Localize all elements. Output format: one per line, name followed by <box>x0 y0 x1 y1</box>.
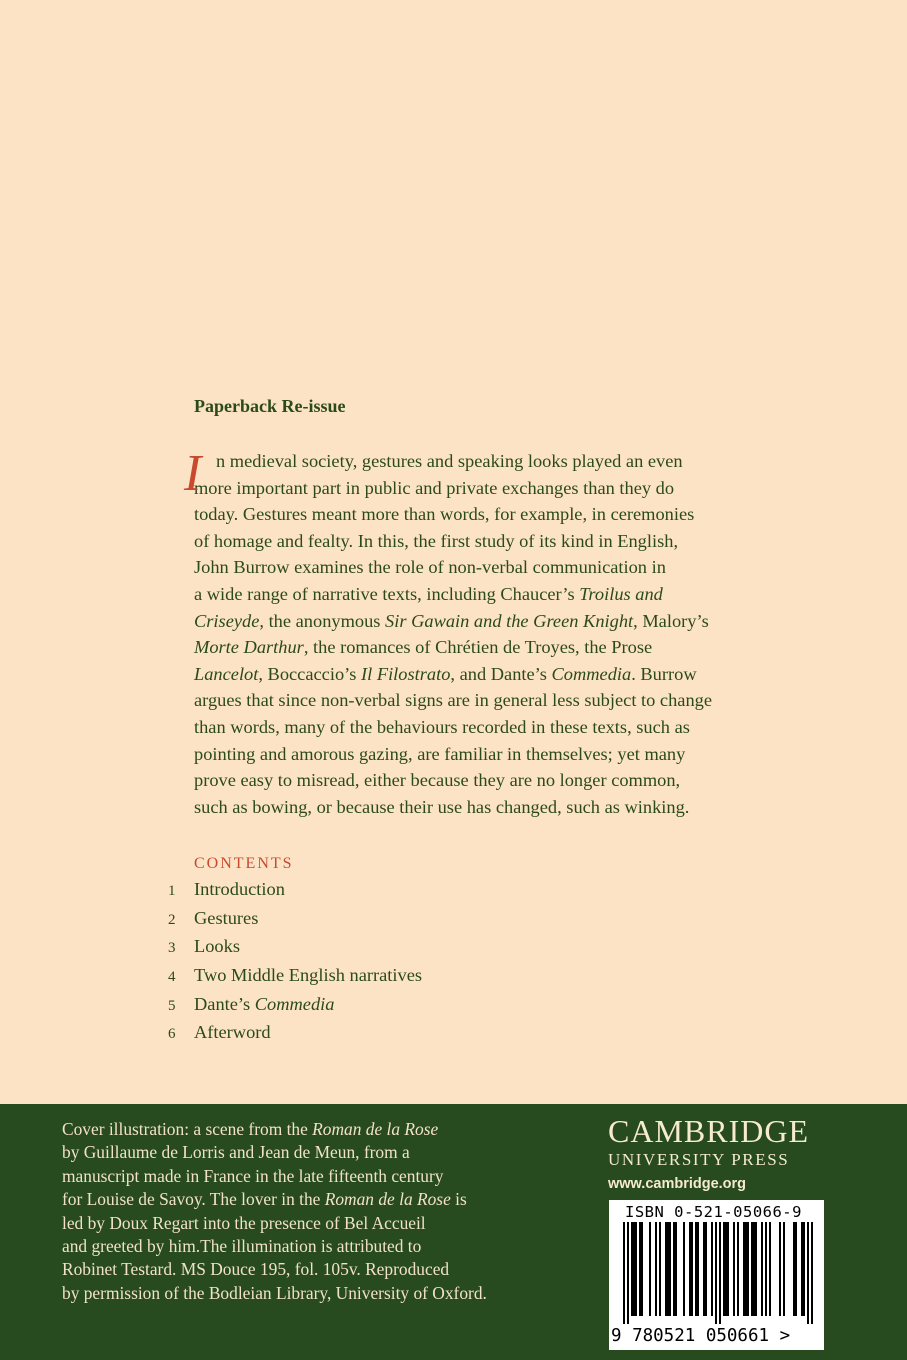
toc-number: 2 <box>168 911 176 928</box>
barcode-bar <box>765 1222 767 1316</box>
barcode-bar <box>751 1222 753 1316</box>
text-line <box>194 794 754 821</box>
italic-title: Roman de la Rose <box>324 1189 451 1210</box>
text-span: of homage and fealty. In this, the first study of its kind in English, <box>194 530 679 551</box>
text-span: . Burrow <box>631 663 697 684</box>
text-line <box>194 714 754 741</box>
barcode-bars <box>617 1222 817 1324</box>
text-line <box>62 1258 522 1281</box>
barcode-bar <box>689 1222 691 1316</box>
barcode-bar <box>675 1222 677 1316</box>
text-span: for Louise de Savoy. The lover in the <box>62 1189 325 1210</box>
barcode-box <box>609 1200 824 1350</box>
toc-number: 4 <box>168 969 176 986</box>
italic-title: Roman de la Rose <box>312 1119 439 1139</box>
toc-title-text: Two Middle English narratives <box>194 965 423 986</box>
text-span: by permission of the Bodleian Library, University of Oxford. <box>62 1282 487 1303</box>
barcode-bar <box>667 1222 669 1316</box>
toc-item <box>168 994 422 1023</box>
text-span: , the anonymous <box>259 610 386 631</box>
text-span: manuscript made in France in the late fifteenth century <box>62 1165 444 1186</box>
barcode-bar <box>779 1222 781 1316</box>
barcode-bar <box>635 1222 637 1316</box>
barcode-bar <box>691 1222 693 1316</box>
toc-title-text: Dante’s <box>194 993 255 1014</box>
toc-title <box>194 879 285 900</box>
text-span: prove easy to misread, either because they are no longer common, <box>194 770 681 791</box>
barcode-bar <box>761 1222 763 1316</box>
barcode-bar <box>649 1222 651 1316</box>
barcode-bar <box>733 1222 735 1316</box>
text-line <box>62 1165 522 1188</box>
text-line <box>62 1118 522 1141</box>
toc-title-text: Afterword <box>194 1022 271 1043</box>
text-line <box>194 528 754 555</box>
toc-title <box>194 936 240 957</box>
text-span: , Malory’s <box>633 610 709 631</box>
barcode-bar <box>633 1222 635 1316</box>
text-span: today. Gestures meant more than words, for example, in ceremonies <box>194 504 695 525</box>
publisher-url: www.cambridge.org <box>608 1176 747 1192</box>
table-of-contents <box>168 879 422 1051</box>
italic-title: Criseyde <box>194 610 260 631</box>
text-line <box>194 767 754 794</box>
toc-title <box>194 908 258 929</box>
toc-title <box>194 994 334 1015</box>
text-line <box>194 608 754 635</box>
text-span: more important part in public and private exchanges than they do <box>194 477 675 498</box>
text-span: is <box>450 1189 467 1210</box>
drop-cap: I <box>184 445 202 502</box>
text-line <box>62 1212 522 1235</box>
text-line <box>194 475 754 502</box>
toc-number: 5 <box>168 997 176 1014</box>
toc-title-text: Introduction <box>194 879 285 899</box>
text-line <box>194 741 754 768</box>
text-span: and greeted by him.The illumination is attributed to <box>62 1236 422 1257</box>
toc-title <box>194 965 422 986</box>
text-line <box>62 1282 522 1305</box>
toc-title-text: Looks <box>194 936 240 957</box>
barcode-bar <box>801 1222 803 1316</box>
barcode-bar <box>793 1222 795 1316</box>
text-line <box>194 634 754 661</box>
text-span: by Guillaume de Lorris and Jean de Meun, from a <box>62 1142 410 1163</box>
barcode-bar <box>641 1222 643 1316</box>
text-span: n medieval society, gestures and speaking looks played an even <box>216 451 683 471</box>
footer-band <box>0 1104 907 1360</box>
text-span: led by Doux Regart into the presence of Bel Accueil <box>62 1212 426 1233</box>
italic-title: Lancelot <box>194 663 259 684</box>
toc-title-text: Gestures <box>194 907 259 928</box>
barcode-bar <box>631 1222 633 1316</box>
barcode-bar <box>665 1222 667 1316</box>
toc-item <box>168 936 422 965</box>
section-heading: Paperback Re-issue <box>194 396 346 416</box>
barcode-bar <box>727 1222 729 1316</box>
toc-item <box>168 1022 422 1051</box>
text-span: pointing and amorous gazing, are familiar in themselves; yet many <box>194 743 686 764</box>
contents-title: CONTENTS <box>194 855 294 872</box>
barcode-bar <box>659 1222 661 1316</box>
toc-title <box>194 1022 271 1043</box>
text-span: , and Dante’s <box>450 663 552 684</box>
text-line <box>194 501 754 528</box>
barcode-bar <box>811 1222 813 1324</box>
barcode-bar <box>627 1222 629 1324</box>
barcode-bar <box>753 1222 755 1316</box>
italic-title: Il Filostrato <box>361 663 451 684</box>
barcode-bar <box>711 1222 713 1316</box>
italic-title: Commedia <box>551 663 632 684</box>
barcode-bar <box>747 1222 749 1316</box>
barcode-bar <box>703 1222 705 1316</box>
toc-title-italic: Commedia <box>254 993 335 1014</box>
toc-item <box>168 908 422 937</box>
text-span: , Boccaccio’s <box>258 663 361 684</box>
text-line <box>194 554 754 581</box>
text-span: a wide range of narrative texts, including Chaucer’s <box>194 583 580 604</box>
barcode-bar <box>755 1222 757 1316</box>
barcode-bar <box>719 1222 721 1324</box>
text-span: John Burrow examines the role of non-verbal communication in <box>194 557 666 578</box>
isbn-label: ISBN 0-521-05066-9 <box>625 1203 802 1221</box>
barcode-bar <box>639 1222 641 1316</box>
text-line <box>194 687 754 714</box>
barcode-bar <box>669 1222 671 1316</box>
barcode-digits: 9 780521 050661 > <box>611 1326 791 1346</box>
barcode-bar <box>673 1222 675 1316</box>
barcode-bar <box>743 1222 745 1316</box>
text-line <box>62 1188 522 1211</box>
text-span: , the romances of Chrétien de Troyes, the Prose <box>303 637 653 658</box>
barcode-bar <box>725 1222 727 1316</box>
text-line <box>194 581 754 608</box>
barcode-bar <box>795 1222 797 1316</box>
cover-illustration-credit <box>62 1118 522 1305</box>
barcode-bar <box>807 1222 809 1324</box>
publisher-name: CAMBRIDGE <box>608 1113 810 1149</box>
text-span: such as bowing, or because their use has changed, such as winking. <box>194 796 690 817</box>
text-span: argues that since non-verbal signs are in general less subject to change <box>194 690 712 711</box>
toc-number: 6 <box>168 1026 176 1043</box>
toc-item <box>168 965 422 994</box>
publisher-subtitle: UNIVERSITY PRESS <box>608 1150 790 1169</box>
barcode-bar <box>769 1222 771 1316</box>
text-span: Robinet Testard. MS Douce 195, fol. 105v. Reproduced <box>62 1259 450 1280</box>
toc-number: 3 <box>168 940 176 957</box>
toc-item <box>168 879 422 908</box>
italic-title: Sir Gawain and the Green Knight <box>385 610 634 631</box>
text-line <box>194 661 754 688</box>
barcode-bar <box>697 1222 699 1316</box>
barcode-bar <box>745 1222 747 1316</box>
barcode-bar <box>683 1222 685 1316</box>
barcode-bar <box>705 1222 707 1316</box>
barcode-bar <box>715 1222 717 1324</box>
text-span: than words, many of the behaviours recorded in these texts, such as <box>194 716 690 737</box>
barcode-bar <box>655 1222 657 1316</box>
text-line <box>62 1235 522 1258</box>
blurb <box>184 445 754 820</box>
text-line <box>194 448 754 475</box>
barcode-bar <box>803 1222 805 1316</box>
barcode-bar <box>783 1222 785 1316</box>
blurb-lines <box>194 448 754 820</box>
barcode-bar <box>695 1222 697 1316</box>
barcode-bar <box>737 1222 739 1316</box>
publisher-logo <box>608 1114 809 1192</box>
barcode-bar <box>723 1222 725 1316</box>
italic-title: Troilus and <box>579 583 663 604</box>
text-span: Cover illustration: a scene from the <box>62 1119 313 1139</box>
toc-number: 1 <box>168 883 176 899</box>
text-line <box>62 1141 522 1164</box>
italic-title: Morte Darthur <box>194 637 304 658</box>
barcode-bar <box>623 1222 625 1324</box>
